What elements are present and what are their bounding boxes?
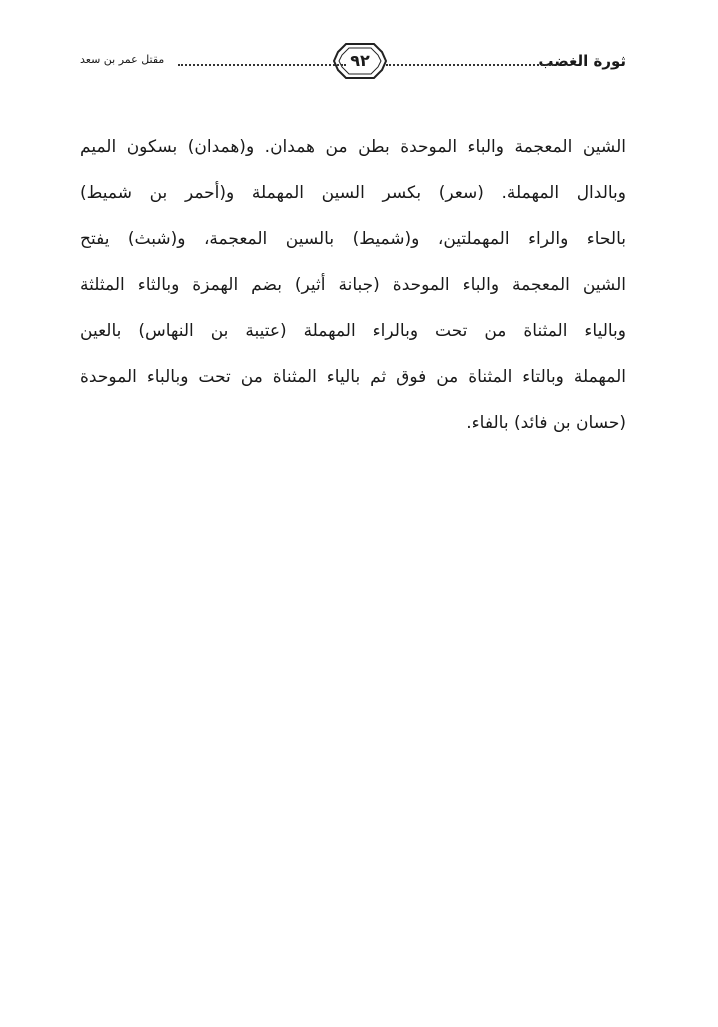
header-chapter-title: مقتل عمر بن سعد <box>80 53 165 66</box>
header-book-title: ثورة الغضب <box>538 52 626 70</box>
text-line: الشين المعجمة والباء الموحدة (جبانة أثير) بضم الهمزة وبالثاء المثلثة <box>80 275 626 295</box>
main-text <box>80 124 626 446</box>
text-line: (حسان بن فائد) بالفاء. <box>466 413 626 433</box>
running-header <box>80 40 626 82</box>
text-line: الشين المعجمة والباء الموحدة بطن من همدان. و(همدان) بسكون الميم <box>80 137 626 157</box>
header-dotted-leader-right <box>386 64 554 66</box>
text-line: بالحاء والراء المهملتين، و(شميط) بالسين المعجمة، و(شبث) يفتح <box>80 229 626 249</box>
text-line: وبالدال المهملة. (سعر) بكسر السين المهملة و(أحمر بن شميط) <box>80 183 626 203</box>
page-number: ٩٢ <box>350 51 370 70</box>
text-line: المهملة وبالتاء المثناة من فوق ثم بالياء المثناة من تحت وبالباء الموحدة <box>80 367 626 387</box>
page-number-badge <box>332 40 388 82</box>
text-line: وبالياء المثناة من تحت وبالراء المهملة (عتيبة بن النهاس) بالعين <box>80 321 626 341</box>
header-dotted-leader-left <box>178 64 346 66</box>
